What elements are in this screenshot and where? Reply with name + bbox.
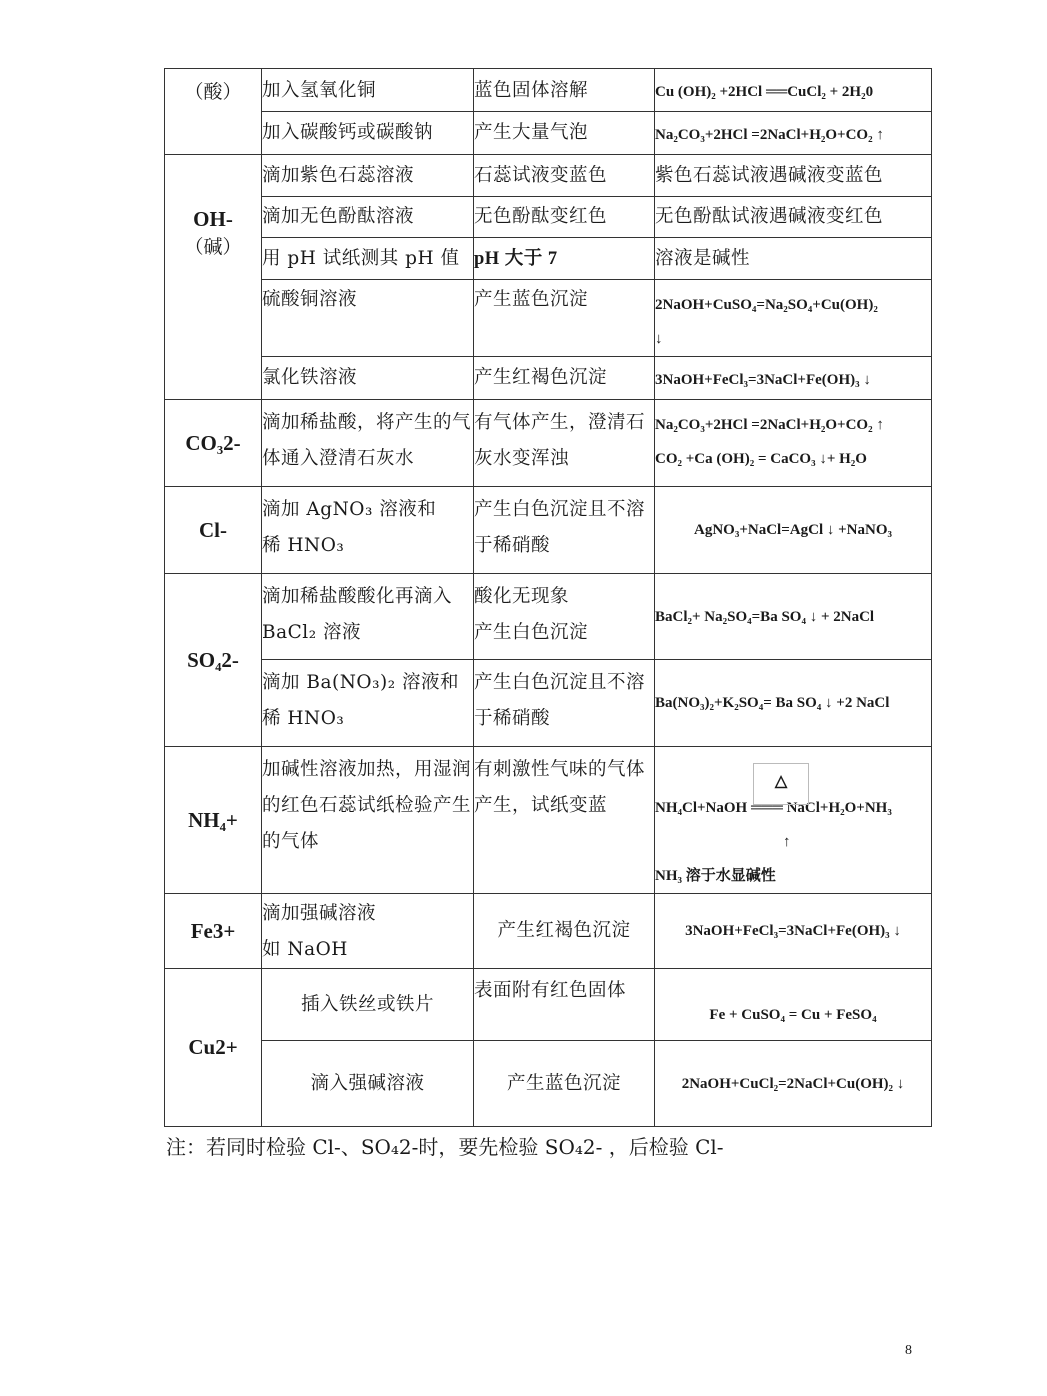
equation-cell: 紫色石蕊试液遇碱液变蓝色 xyxy=(655,155,932,197)
ion-oh: OH- （碱） xyxy=(165,155,262,400)
table-row xyxy=(165,1041,932,1127)
phenomenon-cell: 酸化无现象 产生白色沉淀 xyxy=(474,574,655,660)
heat-triangle: △ xyxy=(753,763,809,805)
table-row xyxy=(165,969,932,1041)
page-number: 8 xyxy=(905,1343,912,1358)
table-row xyxy=(165,574,932,660)
method-cell: 滴加 Ba(NO₃)₂ 溶液和 稀 HNO₃ xyxy=(262,660,474,747)
ion-cu: Cu2+ xyxy=(165,969,262,1127)
phenomenon-cell: 表面附有红色固体 xyxy=(474,969,655,1041)
equation-cell: Fe + CuSO₄ = Cu + FeSO₄ xyxy=(655,969,932,1041)
table-row xyxy=(165,400,932,487)
method-cell: 滴加强碱溶液 如 NaOH xyxy=(262,894,474,969)
ion-fe: Fe3+ xyxy=(165,894,262,969)
phenomenon-cell: 产生蓝色沉淀 xyxy=(474,280,655,357)
phenomenon-cell: 产生大量气泡 xyxy=(474,112,655,155)
table-row xyxy=(165,197,932,238)
ion-acid: （酸） xyxy=(165,69,262,155)
equation-cell: AgNO₃+NaCl=AgCl ↓ +NaNO₃ xyxy=(655,487,932,574)
equation-cell: 3NaOH+FeCl₃=3NaCl+Fe(OH)₃ ↓ xyxy=(655,894,932,969)
table-row xyxy=(165,112,932,155)
method-cell: 加入碳酸钙或碳酸钠 xyxy=(262,112,474,155)
ion-co3: CO₃2- xyxy=(165,400,262,487)
table-row xyxy=(165,280,932,357)
phenomenon-cell: 产生红褐色沉淀 xyxy=(474,894,655,969)
equation-cell: 2NaOH+CuCl₂=2NaCl+Cu(OH)₂ ↓ xyxy=(655,1041,932,1127)
ion-so4: SO₄2- xyxy=(165,574,262,747)
phenomenon-cell: pH 大于 7 xyxy=(474,238,655,280)
method-cell: 加碱性溶液加热，用湿润的红色石蕊试纸检验产生的气体 xyxy=(262,747,474,894)
phenomenon-cell: 产生白色沉淀且不溶于稀硝酸 xyxy=(474,660,655,747)
method-cell: 插入铁丝或铁片 xyxy=(262,969,474,1041)
table-row xyxy=(165,238,932,280)
phenomenon-cell: 有刺激性气味的气体产生，试纸变蓝 xyxy=(474,747,655,894)
method-cell: 滴加无色酚酞溶液 xyxy=(262,197,474,238)
equation-cell: Na₂CO₃+2HCl =2NaCl+H₂O+CO₂ ↑ xyxy=(655,112,932,155)
method-cell: 滴入强碱溶液 xyxy=(262,1041,474,1127)
method-cell: 硫酸铜溶液 xyxy=(262,280,474,357)
table-row xyxy=(165,69,932,112)
table-row xyxy=(165,747,932,894)
phenomenon-cell: 蓝色固体溶解 xyxy=(474,69,655,112)
equation-cell: 2NaOH+CuSO₄=Na₂SO₄+Cu(OH)₂ ↓ xyxy=(655,280,932,357)
phenomenon-cell: 产生白色沉淀且不溶于稀硝酸 xyxy=(474,487,655,574)
phenomenon-cell: 产生蓝色沉淀 xyxy=(474,1041,655,1127)
equation-cell: Cu (OH)₂ +2HCl ══CuCl₂ + 2H₂0 xyxy=(655,69,932,112)
footnote: 注：若同时检验 Cl-、SO₄2-时，要先检验 SO₄2- ，后检验 Cl- xyxy=(166,1135,724,1159)
table-row xyxy=(165,155,932,197)
equation-cell: 无色酚酞试液遇碱液变红色 xyxy=(655,197,932,238)
table-row xyxy=(165,894,932,969)
ion-test-table xyxy=(164,68,932,1127)
phenomenon-cell: 无色酚酞变红色 xyxy=(474,197,655,238)
phenomenon-cell: 产生红褐色沉淀 xyxy=(474,357,655,400)
equation-cell: Na₂CO₃+2HCl =2NaCl+H₂O+CO₂ ↑ CO₂ +Ca (OH)₂ = CaCO₃ ↓+ H₂O xyxy=(655,400,932,487)
ion-cl: Cl- xyxy=(165,487,262,574)
phenomenon-cell: 有气体产生，澄清石灰水变浑浊 xyxy=(474,400,655,487)
equation-cell: Ba(NO₃)₂+K₂SO₄= Ba SO₄ ↓ +2 NaCl xyxy=(655,660,932,747)
table-row xyxy=(165,660,932,747)
method-cell: 用 pH 试纸测其 pH 值 xyxy=(262,238,474,280)
method-cell: 加入氢氧化铜 xyxy=(262,69,474,112)
phenomenon-cell: 石蕊试液变蓝色 xyxy=(474,155,655,197)
method-cell: 滴加稀盐酸酸化再滴入 BaCl₂ 溶液 xyxy=(262,574,474,660)
table-row xyxy=(165,357,932,400)
equation-cell: 3NaOH+FeCl₃=3NaCl+Fe(OH)₃ ↓ xyxy=(655,357,932,400)
method-cell: 滴加稀盐酸，将产生的气体通入澄清石灰水 xyxy=(262,400,474,487)
method-cell: 滴加 AgNO₃ 溶液和 稀 HNO₃ xyxy=(262,487,474,574)
equation-cell: BaCl₂+ Na₂SO₄=Ba SO₄ ↓ + 2NaCl xyxy=(655,574,932,660)
method-cell: 滴加紫色石蕊溶液 xyxy=(262,155,474,197)
ion-nh4: NH₄+ xyxy=(165,747,262,894)
method-cell: 氯化铁溶液 xyxy=(262,357,474,400)
equation-cell: 溶液是碱性 xyxy=(655,238,932,280)
equation-cell: △ NH₄Cl+NaOH ═══ NaCl+H₂O+NH₃ ↑ NH₃ 溶于水显碱性 xyxy=(655,747,932,894)
table-row xyxy=(165,487,932,574)
